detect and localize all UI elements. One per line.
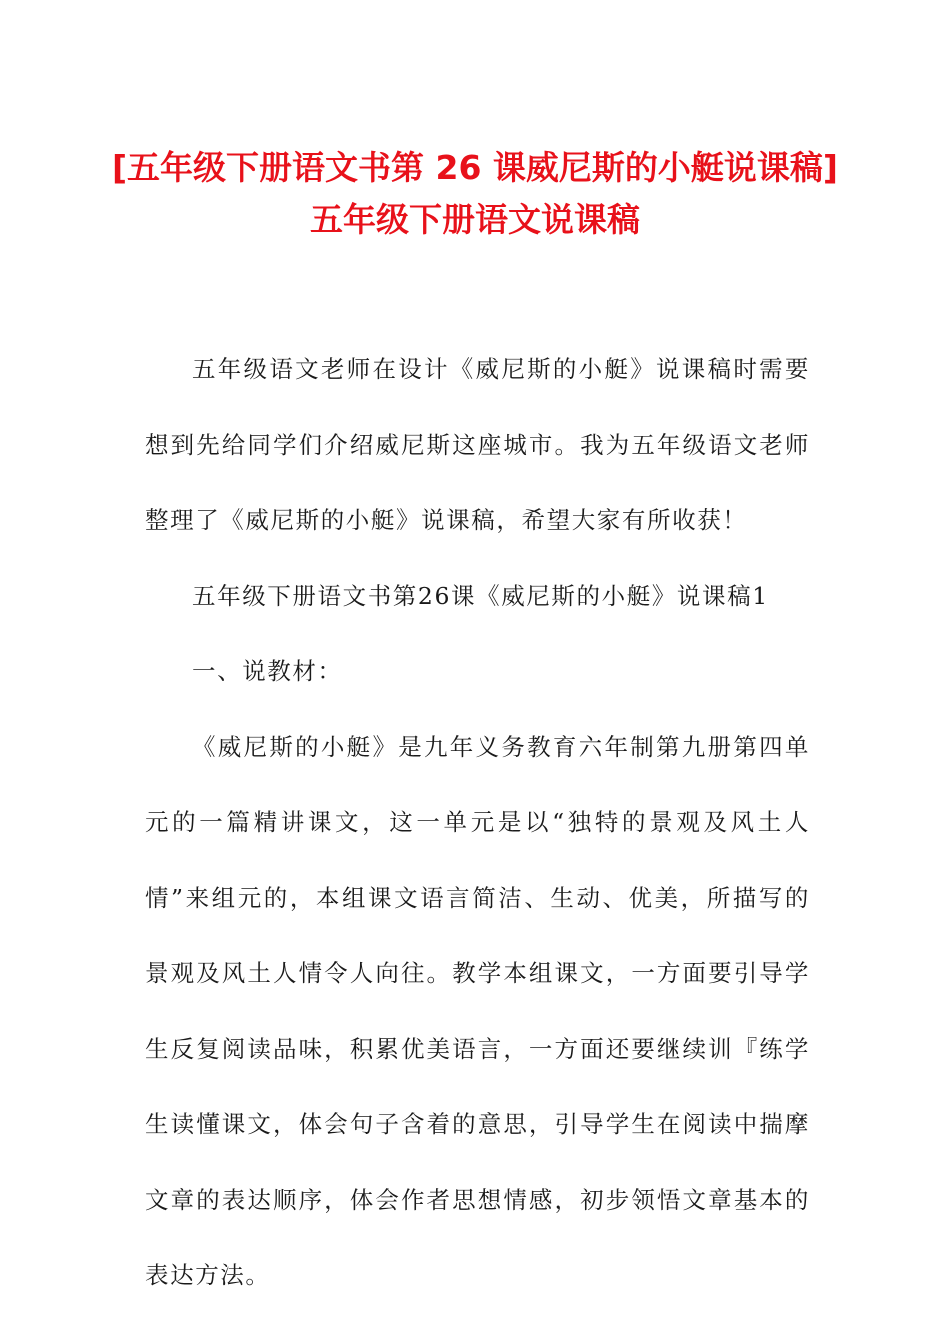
paragraph-textbook-description: 《威尼斯的小艇》是九年义务教育六年制第九册第四单元的一篇精讲课文，这一单元是以“独特的景观及风土人情”来组元的，本组课文语言简洁、生动、优美，所描写的景观及风土人情令人向往。教学本组课文，一方面要引导学生反复阅读品味，积累优美语言，一方面还要继续训『练学生读懂课文，体会句子含着的意思，引导学生在阅读中揣摩文章的表达顺序，体会作者思想情感，初步领悟文章基本的表达方法。: [145, 732, 810, 1289]
document-title: [五年级下册语文书第 26 课威尼斯的小艇说课稿]五年级下册语文说课稿: [111, 148, 839, 239]
paragraph-intro: 五年级语文老师在设计《威尼斯的小艇》说课稿时需要想到先给同学们介绍威尼斯这座城市。我为五年级语文老师整理了《威尼斯的小艇》说课稿，希望大家有所收获！: [145, 355, 810, 534]
paragraph-section-heading: 一、说教材：: [192, 657, 343, 685]
document-body: [145, 332, 810, 1314]
paragraph-lesson-heading: 五年级下册语文书第26课《威尼斯的小艇》说课稿1: [192, 581, 769, 610]
